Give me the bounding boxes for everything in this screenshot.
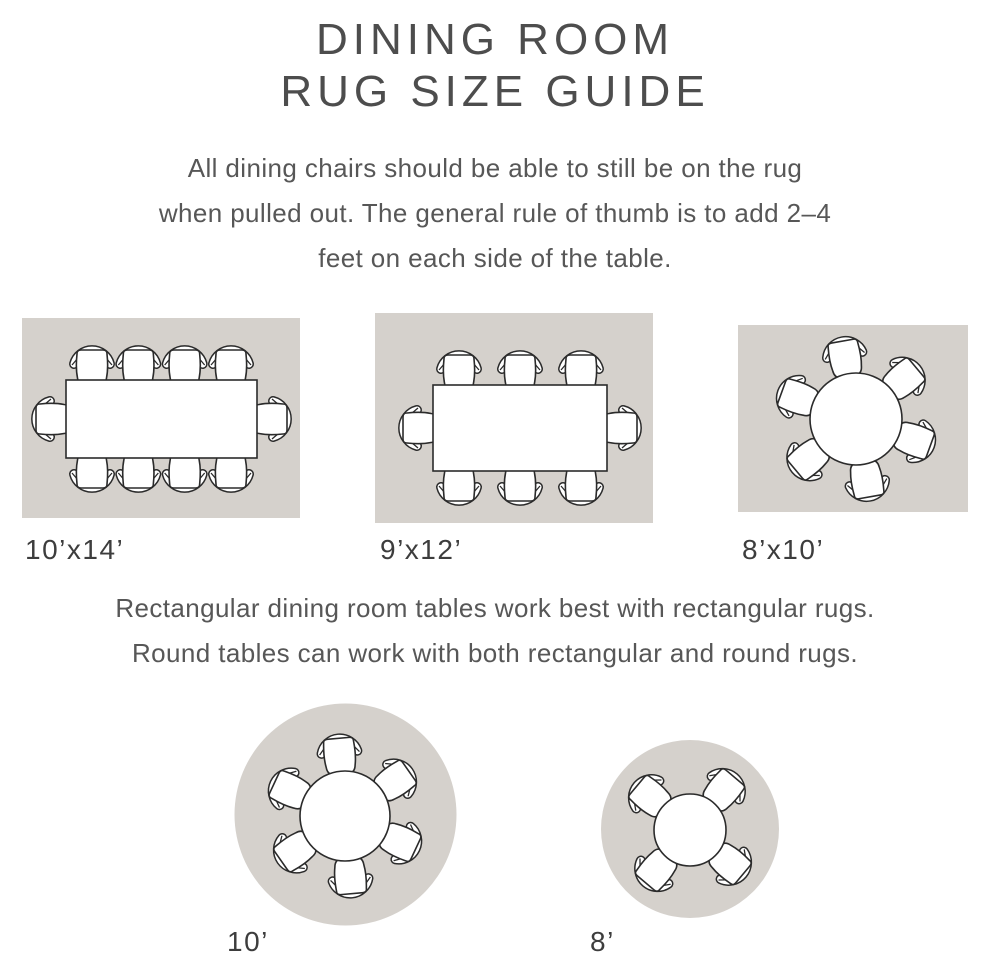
- size-label-8x10: 8’x10’: [742, 534, 825, 565]
- size-label-10x14: 10’x14’: [25, 534, 125, 565]
- dining-table: [810, 373, 902, 465]
- size-label-10-round: 10’: [227, 926, 269, 957]
- note-line: Round tables can work with both rectangular and round rugs.: [131, 638, 859, 668]
- diagram-rug-8-round: [601, 740, 779, 918]
- note-text: [0, 586, 990, 676]
- diagram-rug-10x14: [22, 318, 300, 518]
- intro-line: when pulled out. The general rule of thumb is to add 2–4: [158, 198, 832, 228]
- diagram-rug-9x12: [375, 313, 653, 523]
- rug-10x14-illustration: [22, 318, 300, 518]
- dining-table: [654, 794, 726, 866]
- dining-table: [300, 771, 390, 861]
- diagram-rug-10-round: [234, 703, 457, 926]
- intro-text: [0, 146, 990, 281]
- size-label-8-round: 8’: [590, 926, 615, 957]
- size-label-9x12: 9’x12’: [380, 534, 463, 565]
- intro-line: feet on each side of the table.: [318, 243, 672, 273]
- rug-10-round-illustration: [234, 703, 457, 926]
- dining-table: [433, 385, 607, 471]
- page-title: [0, 14, 990, 118]
- intro-line: All dining chairs should be able to still be on the rug: [187, 153, 803, 183]
- note-line: Rectangular dining room tables work best with rectangular rugs.: [115, 593, 875, 623]
- title-line-2: RUG SIZE GUIDE: [280, 67, 710, 116]
- dining-table: [66, 380, 257, 458]
- rug-8-round-illustration: [601, 740, 779, 918]
- diagram-rug-8x10: [738, 325, 968, 512]
- rug-8x10-illustration: [738, 325, 968, 512]
- rug-9x12-illustration: [375, 313, 653, 523]
- title-line-1: DINING ROOM: [315, 15, 675, 64]
